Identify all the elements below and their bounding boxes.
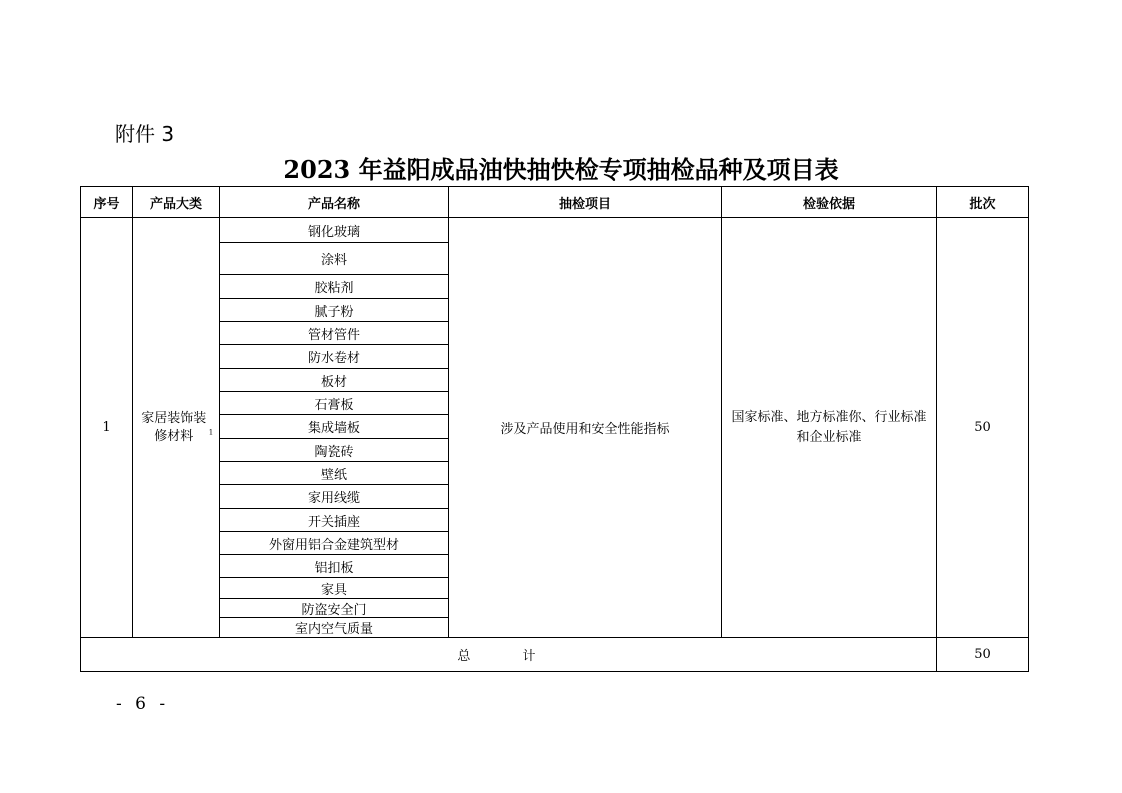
total-row (81, 638, 1029, 672)
product-list-cell (220, 218, 449, 638)
row-category (133, 218, 220, 638)
page-number: - 6 - (116, 694, 170, 714)
table-row (81, 218, 1029, 638)
list-item: 开关插座 (220, 509, 448, 532)
header-product-name: 产品名称 (220, 187, 449, 218)
list-item: 板材 (220, 369, 448, 392)
list-item: 陶瓷砖 (220, 439, 448, 462)
inspection-table (80, 186, 1029, 672)
header-category: 产品大类 (133, 187, 220, 218)
category-label: 家居装饰装修材料 (141, 410, 207, 444)
attachment-label: 附件 3 (115, 122, 175, 146)
header-index: 序号 (81, 187, 133, 218)
header-batches: 批次 (937, 187, 1029, 218)
list-item: 集成墙板 (220, 415, 448, 439)
list-item: 钢化玻璃 (220, 218, 448, 243)
list-item: 涂料 (220, 243, 448, 275)
list-item: 管材管件 (220, 322, 448, 345)
product-list (220, 218, 448, 637)
list-item: 家用线缆 (220, 485, 448, 509)
list-item: 石膏板 (220, 392, 448, 415)
category-footnote: 1 (208, 428, 214, 437)
header-test-items: 抽检项目 (449, 187, 722, 218)
total-value: 50 (937, 638, 1029, 672)
list-item: 腻子粉 (220, 299, 448, 322)
list-item: 铝扣板 (220, 555, 448, 578)
document-title: 2023 年益阳成品油快抽快检专项抽检品种及项目表 (283, 155, 839, 184)
list-item: 家具 (220, 578, 448, 599)
list-item: 壁纸 (220, 462, 448, 485)
list-item: 胶粘剂 (220, 275, 448, 299)
list-item: 防水卷材 (220, 345, 448, 369)
category-text (133, 410, 219, 446)
total-label: 总 计 (81, 638, 937, 672)
list-item: 外窗用铝合金建筑型材 (220, 532, 448, 555)
row-basis: 国家标准、地方标准你、行业标准和企业标准 (722, 218, 937, 638)
table-header-row (81, 187, 1029, 218)
header-basis: 检验依据 (722, 187, 937, 218)
list-item: 防盗安全门 (220, 599, 448, 618)
row-index: 1 (81, 218, 133, 638)
list-item: 室内空气质量 (294, 622, 373, 637)
row-batches: 50 (937, 218, 1029, 638)
row-test-items: 涉及产品使用和安全性能指标 (449, 218, 722, 638)
